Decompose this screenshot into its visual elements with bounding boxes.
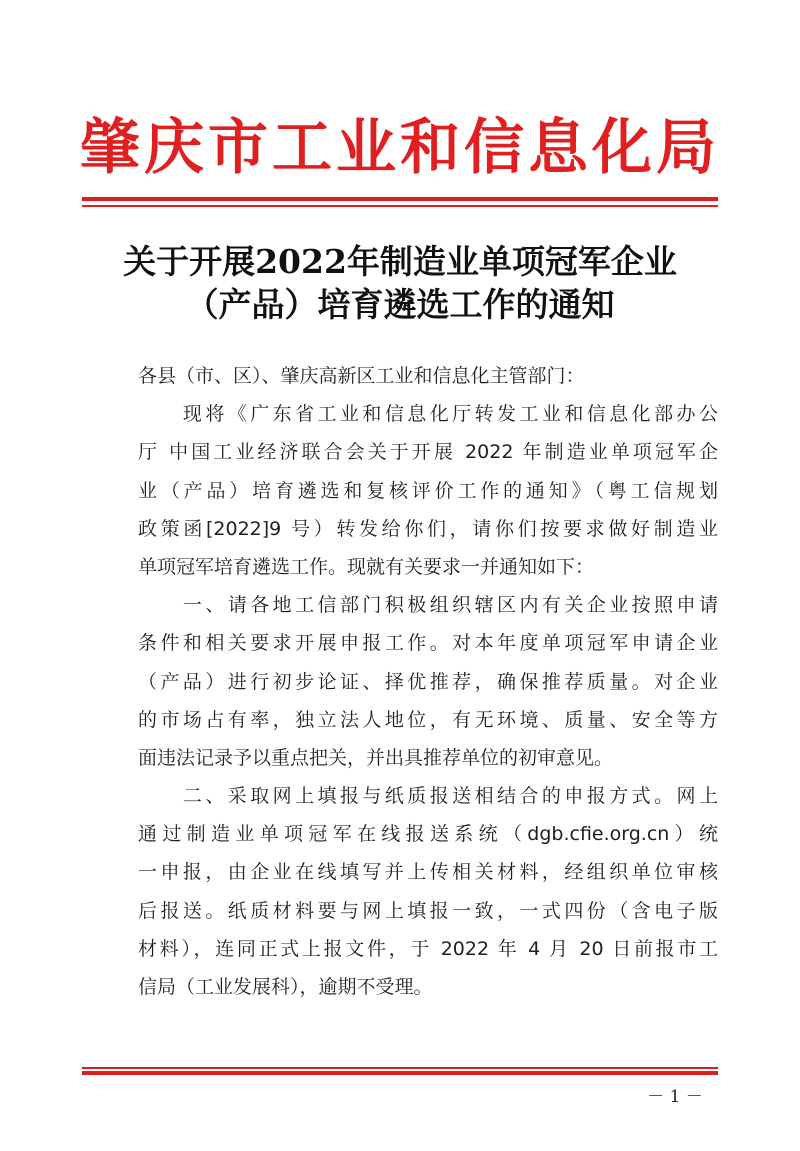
body-line: 一申报，由企业在线填写并上传相关材料，经组织单位审核 — [138, 861, 718, 884]
body-line: 各县（市、区）、肇庆高新区工业和信息化主管部门： — [138, 365, 585, 387]
body-line: 信局（工业发展科），逾期不受理。 — [138, 976, 433, 998]
body-line: 一、请各地工信部门积极组织辖区内有关企业按照申请 — [138, 594, 718, 617]
footer-rule-thin — [82, 1067, 718, 1069]
issuer-header: 肇庆市工业和信息化局 — [80, 113, 720, 183]
body-line: 单项冠军培育遴选工作。现就有关要求一并通知如下： — [138, 555, 595, 578]
body-line: 材料），连同正式上报文件，于 2022 年 4 月 20 日前报市工 — [138, 937, 718, 960]
body-line: 政策函[2022]9 号）转发给你们，请你们按要求做好制造业 — [138, 517, 718, 540]
body-line: 厅 中国工业经济联合会关于开展 2022 年制造业单项冠军企 — [138, 441, 718, 464]
document-title-line-1: 关于开展2022年制造业单项冠军企业 — [123, 242, 677, 281]
page-number: － 1 － — [647, 1087, 703, 1107]
body-line: 业（产品）培育遴选和复核评价工作的通知》（粤工信规划 — [138, 479, 718, 502]
body-line: 的市场占有率，独立法人地位，有无环境、质量、安全等方 — [138, 708, 718, 731]
header-rule-thin — [82, 205, 718, 207]
document-body — [138, 357, 718, 1006]
body-line: 现将《广东省工业和信息化厅转发工业和信息化部办公 — [138, 403, 718, 426]
header-rule-thick — [82, 197, 718, 201]
footer-rule-thick — [82, 1071, 718, 1075]
body-line: 二、采取网上填报与纸质报送相结合的申报方式。网上 — [138, 785, 718, 808]
body-line: 面违法记录予以重点把关，并出具推荐单位的初审意见。 — [138, 746, 614, 769]
body-line: 后报送。纸质材料要与网上填报一致，一式四份（含电子版 — [138, 899, 718, 922]
document-title-line-2: （产品）培育遴选工作的通知 — [185, 285, 615, 324]
body-line: 通过制造业单项冠军在线报送系统（dgb.cfie.org.cn）统 — [138, 823, 718, 846]
body-line: 条件和相关要求开展申报工作。对本年度单项冠军申请企业 — [138, 632, 718, 655]
body-line: （产品）进行初步论证、择优推荐，确保推荐质量。对企业 — [138, 670, 718, 693]
